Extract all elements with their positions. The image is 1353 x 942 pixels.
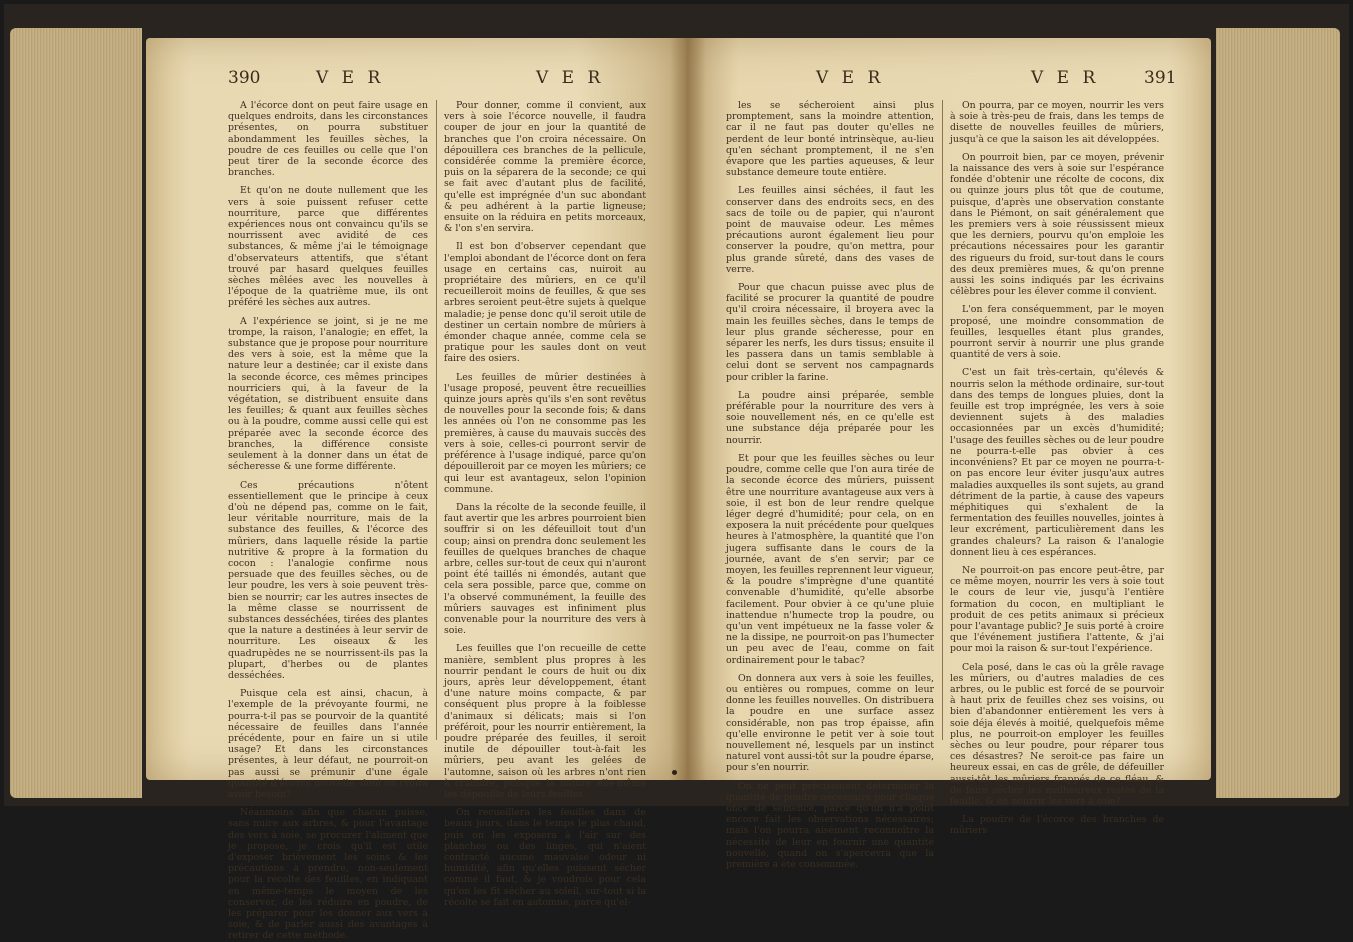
- right-running-head-2: V E R: [1031, 68, 1100, 88]
- right-page-number: 391: [1144, 68, 1177, 88]
- left-page-edges: [10, 28, 142, 798]
- paragraph: Ces précautions n'ôtent essentiellement que le principe à ceux d'où ne dépend pas, comme on le fait, leur véritable nourriture, mais de la substance des feuilles, & l'écorce des mûriers, dans laquelle réside la partie nutritive & propre à la formation du cocon : l'analogie confirme nous persuade que des feuilles sèches, ou de leur poudre, les vers à soie peuvent très-bien se nourrir; car les autres insectes de la même classe se nourrissent de substances desséchées, tirées des plantes que la nature a destinées à leur servir de nourriture. Les oiseaux & les quadrupèdes ne se nourrissent-ils pas la plupart, d'herbes ou de plantes desséchées.: [228, 479, 428, 681]
- paragraph: On donnera aux vers à soie les feuilles, ou entières ou rompues, comme on leur donne les feuilles nouvelles. On distribuera la poudre en une surface assez considérable, non pas trop épaisse, afin qu'elle environne le petit ver à soie tout nouvellement né, lesquels par un instinct naturel vont aussi-tôt sur la poudre éparse, pour s'en nourrir.: [726, 672, 934, 774]
- paragraph: Cela posé, dans le cas où la grêle ravage les mûriers, ou d'autres maladies de ces arbres, ou le public est forcé de se pourvoir à haut prix de feuilles chez ses voisins, ou bien d'abandonner entièrement les vers à soie déja élevés à moitié, quelquefois même plus, ne pourroit-on employer les feuilles sèches ou leur poudre, pour réparer tous ces désastres? Ne seroit-ce pas faire un heureux essai, en cas de grêle, de défeuiller aussi-tôt les mûriers frappés de ce fléau, & de faire sécher les malheureux restes de la feuille, & en nourrir les vers à soie?: [950, 661, 1164, 807]
- paragraph: Les feuilles que l'on recueille de cette manière, semblent plus propres à les nourrir pendant le cours de huit ou dix jours, après leur développement, étant d'une nature moins compacte, & par conséquent plus propre à la foiblesse d'animaux si délicats; mais si l'on préféroit, pour les nourrir entièrement, la poudre préparée des feuilles, il seroit inutile de dépouiller tout-à-fait les mûriers, peu avant les gelées de l'automne, saison où les arbres n'ont rien à craindre, puisque la nature elle-même les dépouille de leurs feuilles.: [444, 643, 646, 800]
- paragraph: L'on fera conséquemment, par le moyen proposé, une moindre consommation de feuilles, lesquelles étant plus grandes, pourront servir à nourrir une plus grande quantité de vers à soie.: [950, 304, 1164, 361]
- paragraph: La poudre ainsi préparée, semble préférable pour la nourriture des vers à soie nouvellement nés, en ce qu'elle est une substance déja préparée pour les nourrir.: [726, 389, 934, 446]
- paragraph: A l'expérience se joint, si je ne me trompe, la raison, l'analogie; en effet, la substance que je propose pour nourriture des vers à soie, est la même que la nature leur a destinée; car il existe dans la seconde écorce, ces mêmes principes nourriciers qui, à la faveur de la végétation, se distribuent ensuite dans les feuilles; & quant aux feuilles sèches ou à la poudre, comme aussi celle qui est préparée avec la seconde écorce des branches, la différence consiste seulement à la donner dans un état de sécheresse & une forme différente.: [228, 315, 428, 473]
- paragraph: Dans la récolte de la seconde feuille, il faut avertir que les arbres pourroient bien souffrir si on les défeuilloit tout d'un coup; ainsi on prendra donc seulement les feuilles de quelques branches de chaque arbre, celles sur-tout de ceux qui n'auront point été taillés ni émondés, autant que cela sera possible, parce que, comme on l'a observé communément, la feuille des mûriers sauvages est infiniment plus convenable pour la nourriture des vers à soie.: [444, 501, 646, 637]
- paragraph: Puisque cela est ainsi, chacun, à l'exemple de la prévoyante fourmi, ne pourra-t-il pas se pourvoir de la quantité nécessaire de feuilles dans l'année précédente, pour en faire un si utile usage? Et dans les circonstances présentes, à leur défaut, ne pourroit-on pas aussi se prémunir d'une égale quantité d'écorce nouvelle, dont on croira avoir besoin?: [228, 688, 428, 800]
- left-page-number: 390: [228, 68, 261, 88]
- left-running-head-2: V E R: [536, 68, 605, 88]
- paragraph: On pourra, par ce moyen, nourrir les vers à soie à très-peu de frais, dans les temps de disette de nouvelles feuilles de mûriers, jusqu'à ce que la saison les ait développées.: [950, 100, 1164, 145]
- left-page-column-1: [228, 100, 428, 942]
- open-book: [10, 18, 1340, 942]
- paragraph: On ne peut précisément déterminer la quantité de poudre nécessaire pour chaque once de semence, parce qu'on n'a point encore fait les observations nécessaires; mais l'on pourra aisément reconnoître la nécessité de leur en fournir une quantité nouvelle, quand on s'apercevra que la première a été consommée.: [726, 780, 934, 870]
- paragraph: A l'écorce dont on peut faire usage en quelques endroits, dans les circonstances présentes, on pourra substituer abondamment les feuilles sèches, la poudre de ces feuilles ou celle que l'on peut tirer de la seconde écorce des branches.: [228, 100, 428, 179]
- paragraph: Pour que chacun puisse avec plus de facilité se procurer la quantité de poudre qu'il croira nécessaire, il broyera avec la main les feuilles sèches, dans le temps de leur plus grande sécheresse, pour en séparer les nerfs, les durs tissus; ensuite il les passera dans un tamis semblable à celui dont se servent nos campagnards pour cribler la farine.: [726, 282, 934, 383]
- paragraph: Et qu'on ne doute nullement que les vers à soie puissent refuser cette nourriture, parce que différentes expériences nous ont convaincu qu'ils se nourrissent avec avidité de ces substances, & même j'ai le témoignage d'observateurs attentifs, que s'étant trouvé par hasard quelques feuilles sèches mêlées avec les nouvelles à l'époque de la quatrième mue, ils ont préféré les sèches aux autres.: [228, 185, 428, 309]
- paragraph: Il est bon d'observer cependant que l'emploi abondant de l'écorce dont on fera usage en certains cas, nuiroit au propriétaire des mûriers, en ce qu'il recueilleroit moins de feuilles, & que ses arbres seroient peut-être sujets à quelque maladie; je pense donc qu'il seroit utile de destiner un certain nombre de mûriers à émonder chaque année, comme cela se pratique pour les saules dont on veut faire des osiers.: [444, 241, 646, 365]
- paragraph: Les feuilles ainsi séchées, il faut les conserver dans des endroits secs, en des sacs de toile ou de papier, qui n'auront point de mauvaise odeur. Les mêmes précautions auront également lieu pour conserver la poudre, qu'on mettra, pour plus grande sûreté, dans des vases de verre.: [726, 185, 934, 275]
- left-page: [146, 38, 686, 942]
- paragraph: On recueillera les feuilles dans de beaux jours, dans le temps le plus chaud, puis on les exposera à l'air sur des planches ou des linges, qui n'aient contracté aucune mauvaise odeur ni humidité, afin qu'elles puissent sécher comme il faut, & je voudrois pour cela qu'on les fît sécher au soleil, sur-tout si la récolte se fait en automne, parce qu'el-: [444, 807, 646, 908]
- book-gutter: [670, 38, 706, 780]
- right-page-column-2: [950, 100, 1164, 837]
- paragraph: Néanmoins afin que chacun puisse, sans nuire aux arbres, & pour l'avantage des vers à soie, se procurer l'aliment que je propose, je crois qu'il est utile d'exposer brièvement les soins & les précautions à prendre, non-seulement pour la récolte des feuilles, en indiquant en même-temps le moyen de les conserver, de les réduire en poudre, de les préparer pour les donner aux vers à soie, & de parler aussi des avantages à retirer de cette méthode.: [228, 807, 428, 942]
- column-rule: [436, 100, 437, 740]
- right-page-column-1: [726, 100, 934, 870]
- right-page-edges: [1216, 28, 1340, 798]
- paragraph: Ne pourroit-on pas encore peut-être, par ce même moyen, nourrir les vers à soie tout le cours de leur vie, jusqu'à l'entière formation du cocon, en multipliant le produit de ces petits animaux si précieux pour l'avantage public? Je suis porté à croire que l'événement justifiera l'attente, & j'ai pour moi la raison & sur-tout l'expérience.: [950, 564, 1164, 655]
- right-running-head-1: V E R: [816, 68, 885, 88]
- paragraph: Et pour que les feuilles sèches ou leur poudre, comme celle que l'on aura tirée de la seconde écorce des mûriers, puissent être une nourriture avantageuse aux vers à soie, il est bon de leur rendre quelque léger degré d'humidité; pour cela, on en exposera la nuit précédente pour quelques heures à l'atmosphère, la quantité que l'on jugera suffisante dans le cours de la journée, avant de s'en servir; par ce moyen, les feuilles reprennent leur vigueur, & la poudre s'imprègne d'une quantité convenable d'humidité, qu'elle absorbe facilement. Pour obvier à ce qu'une pluie inattendue n'humecte trop la poudre, ou qu'un vent impétueux ne la fasse voler & ne la dissipe, ne pourroit-on pas l'humecter un peu avec de l'eau, comme on fait ordinairement pour le tabac?: [726, 452, 934, 666]
- paragraph: Les feuilles de mûrier destinées à l'usage proposé, peuvent être recueillies quinze jours après qu'ils s'en sont revêtus de nouvelles pour la seconde fois; & dans les années où l'on ne consomme pas les premières, à cause du mauvais succès des vers à soie, celles-ci pourront servir de préférence à l'usage indiqué, parce qu'on dépouilleroit par ce moyen les mûriers; ce qui leur est avantageux, selon l'opinion commune.: [444, 371, 646, 495]
- right-page: [686, 38, 1211, 870]
- ink-spot: [672, 770, 677, 775]
- paragraph: C'est un fait très-certain, qu'élevés & nourris selon la méthode ordinaire, sur-tout dans des temps de longues pluies, dont la feuille est trop imprégnée, les vers à soie deviennent sujets à des maladies occasionnées par un excès d'humidité; l'usage des feuilles sèches ou de leur poudre ne pourra-t-elle pas obvier à ces inconvéniens? Et par ce moyen ne pourra-t-on pas encore leur éviter jusqu'aux autres maladies auxquelles ils sont sujets, au grand détriment de la partie, à cause des vapeurs méphitiques qui s'exhalent de la fermentation des feuilles nouvelles, jointes à leur excrément, particulièrement dans les grandes chaleurs? La raison & l'analogie donnent lieu à ces espérances.: [950, 367, 1164, 558]
- column-rule: [942, 100, 943, 740]
- paragraph: les se sécheroient ainsi plus promptement, sans la moindre attention, car il ne faut pas douter qu'elles ne perdent de leur bonté intrinsèque, au-lieu qu'en séchant promptement, il ne s'en évapore que les parties aqueuses, & leur substance demeure toute entière.: [726, 100, 934, 179]
- paragraph: On pourroit bien, par ce moyen, prévenir la naissance des vers à soie sur l'espérance fondée d'obtenir une récolte de cocons, dix ou quinze jours plus tôt que de coutume, puisque, d'après une observation constante dans le Piémont, on sait généralement que les premiers vers à soie réussissent mieux que les derniers, pourvu qu'on emploie les précautions nécessaires pour les garantir des rigueurs du froid, sur-tout dans le cours des deux premières mues, & qu'on prenne aussi les soins indiqués par les écrivains célèbres pour les élever comme il convient.: [950, 151, 1164, 298]
- left-page-column-2: [444, 100, 646, 908]
- paragraph: La poudre de l'écorce des branches de mûriers: [950, 814, 1164, 837]
- left-running-head-1: V E R: [316, 68, 385, 88]
- paragraph: Pour donner, comme il convient, aux vers à soie l'écorce nouvelle, il faudra couper de jour en jour la quantité de branches que l'on croira nécessaire. On dépouillera ces branches de la pellicule, considérée comme la première écorce, puis on la séparera de la seconde; ce qui se fait avec d'autant plus de facilité, qu'elle est imprégnée d'un suc abondant & peu adhérent à la partie ligneuse; ensuite on la réduira en petits morceaux, & l'on s'en servira.: [444, 100, 646, 235]
